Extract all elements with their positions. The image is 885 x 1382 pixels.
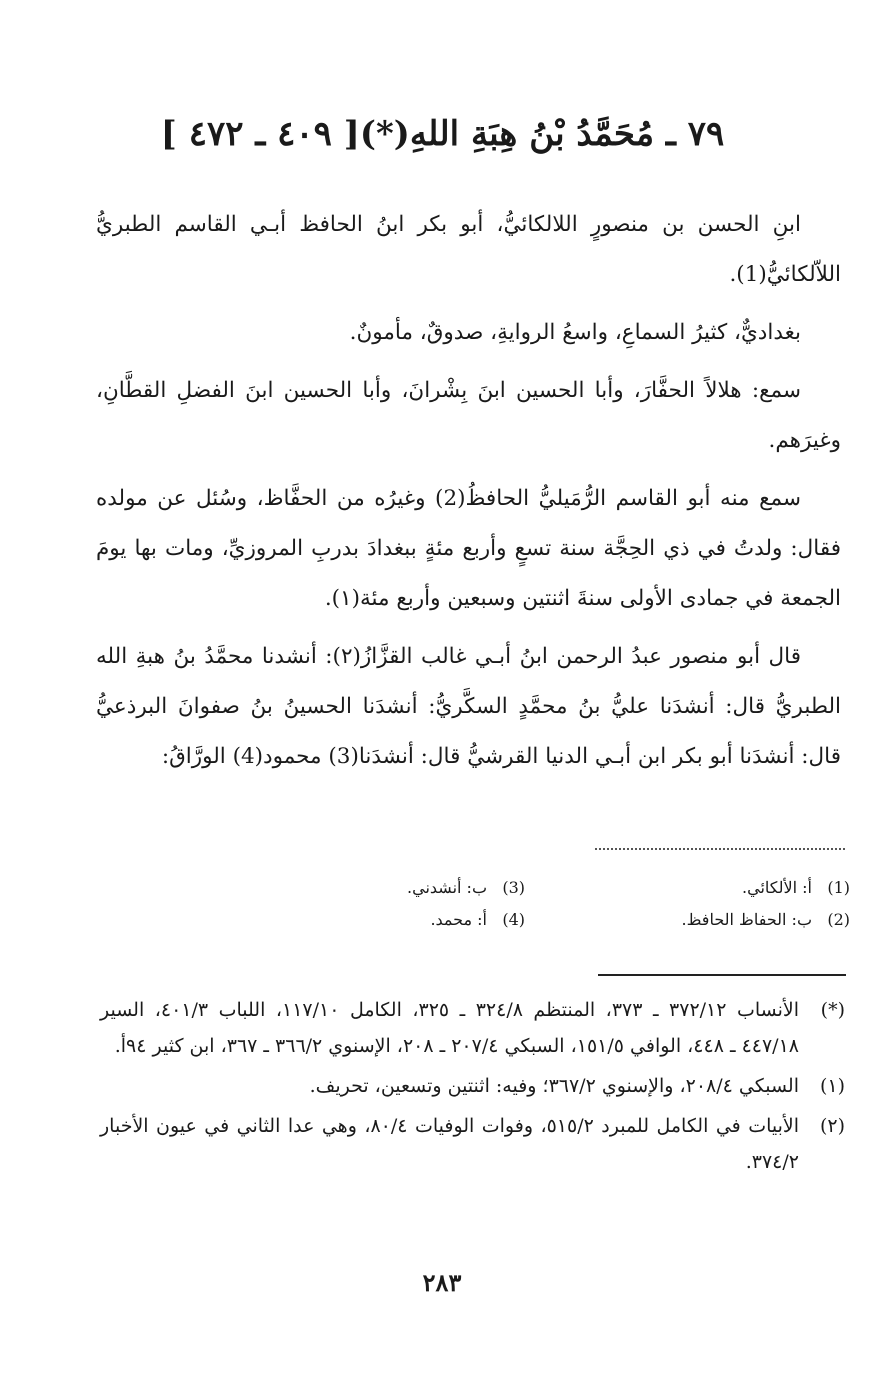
reference-note-number: (١)	[819, 1075, 845, 1097]
variant-notes	[200, 872, 850, 936]
paragraph: بغداديٌّ، كثيرُ السماعِ، واسعُ الروايةِ، صدوقٌ، مأمونٌ.	[349, 320, 801, 345]
variant-note-number: (3)	[502, 878, 525, 897]
reference-note-text: السبكي ٢٠٨/٤، والإسنوي ٣٦٧/٢؛ وفيه: اثنتين وتسعين، تحريف.	[309, 1075, 799, 1097]
reference-note	[100, 1108, 845, 1180]
reference-note	[100, 1068, 845, 1104]
reference-note-number: (*)	[820, 999, 845, 1021]
variant-note	[200, 872, 525, 904]
reference-notes	[100, 992, 845, 1184]
reference-note-number: (٢)	[819, 1115, 845, 1137]
reference-note	[100, 992, 845, 1064]
variant-note-text: أ: محمد.	[430, 910, 487, 929]
variant-note-number: (2)	[827, 910, 850, 929]
variant-note	[200, 904, 525, 936]
footnote-divider	[598, 974, 846, 976]
variant-note	[525, 872, 850, 904]
variant-note-number: (4)	[502, 910, 525, 929]
page-number: ٢٨٣	[422, 1268, 462, 1297]
variant-note-text: ب: أنشدني.	[407, 878, 487, 897]
paragraph: ابنِ الحسن بن منصورٍ اللالكائيُّ، أبو بكر ابنُ الحافظ أبـي القاسم الطبريُّ اللاّلكائيُّ(1).	[96, 212, 841, 287]
main-text	[96, 200, 841, 790]
variant-note-text: ب: الحفاظ الحافظ.	[681, 910, 812, 929]
paragraph: سمع: هلالاً الحفَّارَ، وأبا الحسين ابنَ بِشْرانَ، وأبا الحسين ابنَ الفضلِ القطَّانِ، وغيرَهم.	[96, 378, 841, 453]
dotted-divider	[595, 848, 845, 850]
entry-title: ٧٩ ـ مُحَمَّدُ بْنُ هِبَةِ اللهِ(*)[ ٤٠٩ ـ ٤٧٢ ]	[160, 114, 725, 154]
paragraph: سمع منه أبو القاسم الرُّمَيليُّ الحافظُ(2) وغيرُه من الحفَّاظ، وسُئل عن مولده فقال: ولدتُ في ذي الحِجَّة سنة تسعٍ وأربع مئةٍ ببغدادَ بدربِ المروزيِّ، ومات بها يومَ الجمعة في جمادى الأولى سنةَ اثنتين وسبعين وأربع مئة(١).	[96, 486, 841, 611]
variant-note-number: (1)	[827, 878, 850, 897]
variant-note	[525, 904, 850, 936]
reference-note-text: الأبيات في الكامل للمبرد ٥١٥/٢، وفوات الوفيات ٨٠/٤، وهي عدا الثاني في عيون الأخبار ٣٧٤/٢.	[100, 1115, 799, 1173]
reference-note-text: الأنساب ٣٧٢/١٢ ـ ٣٧٣، المنتظم ٣٢٤/٨ ـ ٣٢٥، الكامل ١١٧/١٠، اللباب ٤٠١/٣، السير ٤٤٧/١٨ ـ ٤٤٨، الوافي ١٥١/٥، السبكي ٢٠٧/٤ ـ ٢٠٨، الإسنوي ٣٦٦/٢ ـ ٣٦٧، ابن كثير ٩٤أ.	[100, 999, 799, 1057]
variant-note-text: أ: الألكائي.	[742, 878, 812, 897]
paragraph: قال أبو منصور عبدُ الرحمن ابنُ أبـي غالب القزَّازُ(٢): أنشدنا محمَّدُ بنُ هبةِ الله الطبريُّ قال: أنشدَنا عليُّ بنُ محمَّدٍ السكَّريُّ: أنشدَنا الحسينُ بنُ صفوانَ البرذعيُّ قال: أنشدَنا أبو بكر ابن أبـي الدنيا القرشيُّ قال: أنشدَنا(3) محمود(4) الورَّاقُ:	[96, 644, 841, 769]
